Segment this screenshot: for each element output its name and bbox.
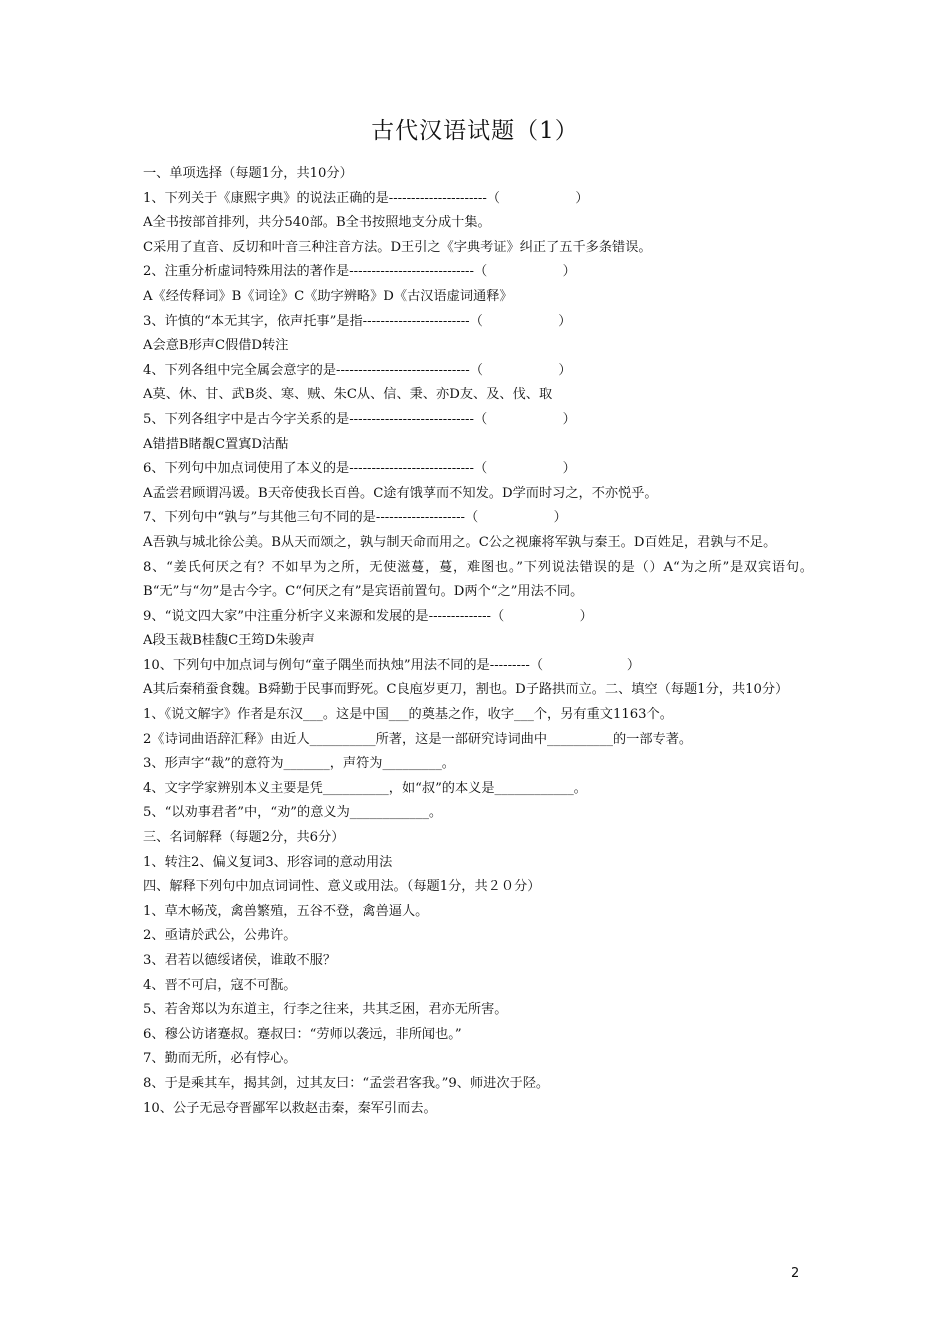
text-line: 6、下列句中加点词使用了本义的是----------------------------（ ） <box>143 461 576 477</box>
text-line: 1、《说文解字》作者是东汉___。这是中国___的奠基之作，收字___个，另有重文1163个。 <box>143 707 673 723</box>
text-line: A孟尝君顾谓冯谖。B天帝使我长百兽。C途有饿莩而不知发。D学而时习之，不亦悦乎。 <box>143 485 658 501</box>
text-line: C采用了直音、反切和叶音三种注音方法。D王引之《字典考证》纠正了五千多条错误。 <box>143 239 652 255</box>
text-line: 4、晋不可启，寇不可翫。 <box>143 977 297 993</box>
text-line: 3、许慎的“本无其字，依声托事”是指------------------------（ ） <box>143 313 572 329</box>
text-line: 10、公子无忌夺晋鄙军以救赵击秦，秦军引而去。 <box>143 1100 437 1116</box>
text-line: 3、君若以德绥诸侯，谁敢不服？ <box>143 953 337 968</box>
text-paragraph: A其后秦稍蚕食魏。B舜勤于民事而野死。C良庖岁更刀，割也。D子路拱而立。二、填空（每题1分，共10分） <box>143 682 789 698</box>
page-title: 古代汉语试题（1） <box>371 118 579 144</box>
text-line: 一、单项选择（每题1分，共10分） <box>143 166 353 181</box>
text-line: 5、若舍郑以为东道主，行李之往来，共其乏困，君亦无所害。 <box>143 1002 508 1018</box>
text-line: 6、穆公访诸蹇叔。蹇叔曰：“劳师以袭远，非所闻也。” <box>143 1026 462 1042</box>
text-line: 1、转注2、偏义复词3、形容词的意动用法 <box>143 854 393 870</box>
text-line: 2、亟请於武公，公弗许。 <box>143 928 297 944</box>
text-line: 四、解释下列句中加点词词性、意义或用法。（每题1分，共２０分） <box>143 879 541 895</box>
document-body <box>143 162 813 1121</box>
text-line: 3、形声字“裁”的意符为_______，声符为_________。 <box>143 756 455 772</box>
text-paragraph: A吾孰与城北徐公美。B从天而颂之，孰与制天命而用之。C公之视廉将军孰与秦王。D百姓足，君孰与不足。 <box>143 534 777 550</box>
text-line: 9、“说文四大家”中注重分析字义来源和发展的是--------------（ ） <box>143 608 593 624</box>
text-line: A段玉裁B桂馥C王筠D朱骏声 <box>143 633 315 649</box>
text-line: 7、勤而无所，必有悖心。 <box>143 1051 297 1067</box>
text-line: 7、下列句中“孰与”与其他三句不同的是--------------------（ ） <box>143 510 567 526</box>
text-line: 8、于是乘其车，揭其剑，过其友曰：“孟尝君客我。”9、师进次于陉。 <box>143 1075 550 1091</box>
text-paragraph: 8、“姜氏何厌之有？不如早为之所，无使滋蔓，蔓，难图也。”下列说法错误的是（）A“为之所”是双宾语句。B“无”与“勿”是古今字。C“何厌之有”是宾语前置句。D两个“之”用法不同。 <box>143 559 813 600</box>
text-line: 1、下列关于《康熙字典》的说法正确的是----------------------（ ） <box>143 190 589 206</box>
text-line: 2《诗词曲语辞汇释》由近人__________所著，这是一部研究诗词曲中__________的一部专著。 <box>143 731 693 747</box>
text-line: A《经传释词》B《词诠》C《助字辨略》D《古汉语虚词通释》 <box>143 288 513 304</box>
text-line: A错措B睹覩C置寘D沽酤 <box>143 436 289 452</box>
text-line: A会意B形声C假借D转注 <box>143 338 289 354</box>
page-number: 2 <box>791 1266 800 1281</box>
text-line: 4、下列各组中完全属会意字的是------------------------------（ ） <box>143 362 572 378</box>
text-line: 2、注重分析虚词特殊用法的著作是----------------------------（ ） <box>143 264 576 280</box>
text-line: 三、名词解释（每题2分，共6分） <box>143 830 345 846</box>
text-line: A莫、休、甘、武B炎、寒、贼、朱C从、信、秉、亦D友、及、伐、取 <box>143 387 553 403</box>
text-line: 5、下列各组字中是古今字关系的是----------------------------（ ） <box>143 411 576 427</box>
text-line: 10、下列句中加点词与例句“童子隅坐而执烛”用法不同的是---------（ ） <box>143 657 641 673</box>
text-line: 4、文字学家辨别本义主要是凭__________，如“叔”的本义是____________。 <box>143 780 587 796</box>
text-line: A全书按部首排列，共分540部。B全书按照地支分成十集。 <box>143 215 491 231</box>
text-line: 5、“以劝事君者”中，“劝”的意义为____________。 <box>143 805 443 821</box>
text-line: 1、草木畅茂，禽兽繁殖，五谷不登，禽兽逼人。 <box>143 903 429 919</box>
